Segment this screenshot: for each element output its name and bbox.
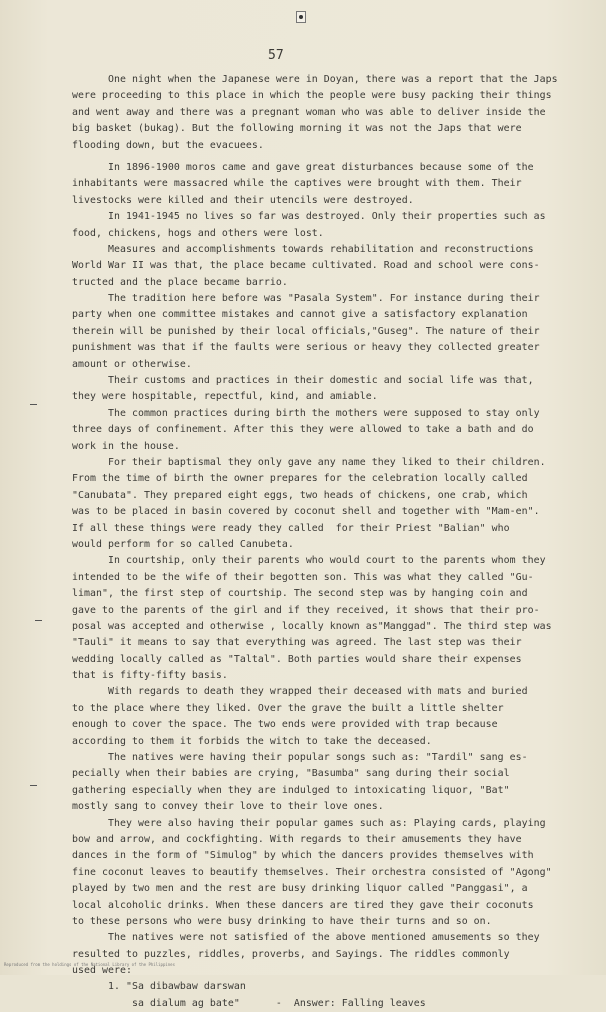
- text-line: The natives were having their popular songs such as: "Tardil" sang es-: [72, 752, 528, 764]
- footer-text: Reproduced from the holdings of the National Library of the Philippines: [4, 962, 175, 967]
- text-line: One night when the Japanese were in Doyan, there was a report that the Japs: [72, 74, 558, 85]
- text-line: amount or otherwise.: [72, 358, 192, 370]
- text-line: according to them it forbids the witch to take the deceased.: [72, 735, 432, 747]
- text-line: World War II was that, the place became cultivated. Road and school were cons-: [72, 260, 540, 272]
- text-line: was to be placed in basin covered by coconut shell and together with "Mam-en".: [72, 506, 540, 518]
- text-line: bow and arrow, and cockfighting. With regards to their amusements they have: [72, 833, 522, 845]
- text-line: party when one committee mistakes and cannot give a satisfactory explanation: [72, 309, 528, 321]
- text-line: For their baptismal they only gave any name they liked to their children.: [72, 456, 546, 468]
- text-line: food, chickens, hogs and others were lost.: [72, 227, 324, 239]
- text-line: dances in the form of "Simulog" by which the dancers provides themselves with: [72, 850, 534, 862]
- text-line: that is fifty-fifty basis.: [72, 670, 228, 682]
- body-text: [72, 72, 578, 1012]
- page-number: 57: [268, 48, 284, 63]
- text-line: local alcoholic drinks. When these dancers are tired they gave their coconuts: [72, 899, 534, 911]
- text-line: Measures and accomplishments towards rehabilitation and reconstructions: [72, 243, 534, 255]
- margin-mark: [30, 404, 37, 405]
- text-line: If all these things were ready they called for their Priest "Balian" who: [72, 522, 510, 534]
- text-line: In 1941-1945 no lives so far was destroyed. Only their properties such as: [72, 211, 546, 223]
- text-line: In 1896-1900 moros came and gave great disturbances because some of the: [72, 161, 534, 173]
- text-line: punishment was that if the faults were serious or heavy they collected greater: [72, 342, 540, 354]
- text-line: and went away and there was a pregnant woman who was able to deliver inside the: [72, 106, 546, 118]
- text-line: "Canubata". They prepared eight eggs, two heads of chickens, one crab, which: [72, 489, 528, 501]
- text-line: work in the house.: [72, 440, 180, 452]
- text-line: posal was accepted and otherwise , locally known as"Manggad". The third step was: [72, 620, 552, 632]
- text-line: The tradition here before was "Pasala System". For instance during their: [72, 293, 540, 305]
- text-line: inhabitants were massacred while the captives were brought with them. Their: [72, 178, 522, 190]
- text-line: In courtship, only their parents who would court to the parents whom they: [72, 555, 546, 567]
- text-line: three days of confinement. After this they were allowed to take a bath and do: [72, 424, 534, 436]
- text-line: to the place where they liked. Over the grave the built a little shelter: [72, 702, 504, 714]
- text-line: 1. "Sa dibawbaw darswan: [72, 981, 246, 993]
- text-line: gave to the parents of the girl and if they received, it shows that their pro-: [72, 604, 540, 616]
- text-line: The natives were not satisfied of the above mentioned amusements so they: [72, 932, 540, 944]
- binder-hole-icon: [296, 11, 306, 23]
- text-line: wedding locally called as "Taltal". Both parties would share their expenses: [72, 653, 522, 665]
- text-line: Their customs and practices in their domestic and social life was that,: [72, 375, 534, 387]
- margin-mark: [30, 785, 37, 786]
- text-line: liman", the first step of courtship. The second step was by hanging coin and: [72, 588, 528, 600]
- text-line: big basket (bukag). But the following morning it was not the Japs that were: [72, 123, 522, 135]
- text-line: were proceeding to this place in which the people were busy packing their things: [72, 90, 552, 102]
- text-line: to these persons who were busy drinking to have their turns and so on.: [72, 915, 492, 927]
- text-line: gathering especially when they are indulged to intoxicating liquor, "Bat": [72, 784, 510, 796]
- margin-mark: [35, 620, 42, 621]
- text-line: "Tauli" it means to say that everything was agreed. The last step was their: [72, 637, 522, 649]
- text-line: mostly sang to convey their love to their love ones.: [72, 801, 384, 813]
- text-line: therein will be punished by their local officials,"Guseg". The nature of their: [72, 325, 540, 337]
- text-line: they were hospitable, repectful, kind, and amiable.: [72, 391, 378, 403]
- text-line: flooding down, but the evacuees.: [72, 139, 264, 151]
- text-line: played by two men and the rest are busy drinking liquor called "Panggasi", a: [72, 883, 528, 895]
- text-line: fine coconut leaves to beautify themselves. Their orchestra consisted of "Agong": [72, 866, 552, 878]
- text-line: intended to be the wife of their begotten son. This was what they called "Gu-: [72, 571, 534, 583]
- text-line: The common practices during birth the mothers were supposed to stay only: [72, 407, 540, 419]
- text-line: enough to cover the space. The two ends were provided with trap because: [72, 719, 498, 731]
- text-line: tructed and the place became barrio.: [72, 276, 288, 288]
- text-line: With regards to death they wrapped their deceased with mats and buried: [72, 686, 528, 698]
- text-line: pecially when their babies are crying, "Basumba" sang during their social: [72, 768, 510, 780]
- text-line: resulted to puzzles, riddles, proverbs, and Sayings. The riddles commonly: [72, 948, 510, 960]
- text-line: From the time of birth the owner prepares for the celebration locally called: [72, 473, 528, 485]
- text-line: They were also having their popular games such as: Playing cards, playing: [72, 817, 546, 829]
- text-line: used were:: [72, 965, 132, 977]
- text-line: would perform for so called Canubeta.: [72, 538, 294, 550]
- text-line: sa dialum ag bate" - Answer: Falling leaves: [72, 997, 426, 1009]
- text-line: livestocks were killed and their utencils were destroyed.: [72, 194, 414, 206]
